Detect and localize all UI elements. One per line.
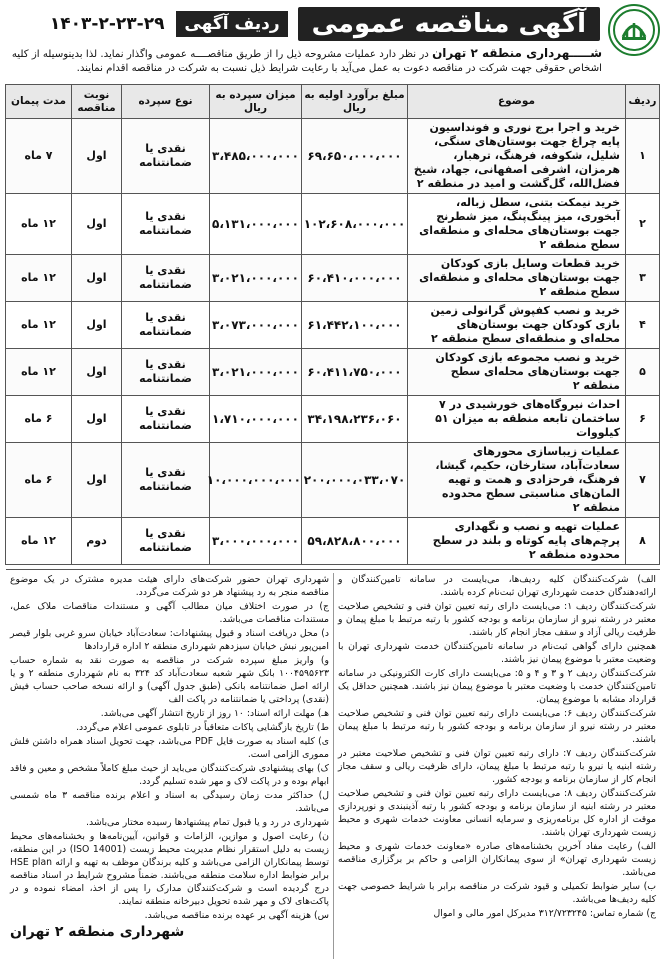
cell-deposit-type: نقدی یا ضمانتنامه	[122, 302, 210, 349]
cell-duration: ۱۲ ماه	[6, 518, 72, 565]
cell-duration: ۱۲ ماه	[6, 255, 72, 302]
cell-round: اول	[72, 302, 122, 349]
conditions-left-column	[6, 573, 333, 959]
cell-subject: عملیات زیباسازی محورهای سعادت‌آباد، ستارخان، حکیم، گیشا، فرهنگ، فرحزادی و همت و تهیه المان‌های مناسبتی سطح محدوده منطقه ۲	[408, 443, 626, 518]
cell-subject: خرید و نصب مجموعه بازی کودکان جهت بوستان‌های محله‌ای سطح منطقه ۲	[408, 349, 626, 396]
row-number-value: ۲۹-۲۳-۲-۱۴۰۳	[49, 14, 165, 34]
cell-row: ۳	[626, 255, 660, 302]
header-row: ردیف	[626, 85, 660, 119]
condition-item: شرکت‌کنندگان ردیف ۸: می‌بایست دارای رتبه تعیین توان فنی و تشخیص صلاحیت معتبر در رشته ابنیه از سازمان برنامه و بودجه کشور با رتبه آذینبندی و نورپردازی موقت از اداره کل برنامه‌ریزی و سرمایه انسانی معاونت خدمات شهری و محیط زیست شهرداری تهران باشند.	[338, 788, 656, 838]
tehran-municipality-logo	[608, 4, 660, 56]
cell-round: اول	[72, 396, 122, 443]
logo-icon	[611, 7, 657, 53]
cell-estimate: ۶۰،۴۱۰،۰۰۰،۰۰۰	[302, 255, 408, 302]
condition-item: ل) حداکثر مدت زمان رسیدگی به اسناد و اعلام برنده مناقصه ۳ ماه شمسی می‌باشد.	[10, 790, 329, 814]
cell-deposit: ۳،۰۲۱،۰۰۰،۰۰۰	[210, 349, 302, 396]
cell-row: ۲	[626, 194, 660, 255]
header-estimate: مبلغ برآورد اولیه به ریال	[302, 85, 408, 119]
cell-estimate: ۲۰۰،۰۰۰،۰۳۳،۰۷۰	[302, 443, 408, 518]
condition-item: شهرداری تهران حضور شرکت‌های دارای هیئت مدیره مشترک در یک موضوع مناقصه منجر به رد پیشنهاد هر دو شرکت می‌گردد.	[10, 574, 329, 598]
table-row	[6, 443, 660, 518]
cell-estimate: ۶۹،۶۵۰،۰۰۰،۰۰۰	[302, 119, 408, 194]
cell-estimate: ۳۴،۱۹۸،۲۳۶،۰۶۰	[302, 396, 408, 443]
table-row	[6, 194, 660, 255]
cell-row: ۱	[626, 119, 660, 194]
condition-item: ط) تاریخ بازگشایی پاکات متعاقباً در تابلوی عمومی اعلام می‌گردد.	[76, 722, 329, 733]
cell-round: اول	[72, 255, 122, 302]
cell-duration: ۱۲ ماه	[6, 194, 72, 255]
cell-duration: ۶ ماه	[6, 443, 72, 518]
cell-deposit-type: نقدی یا ضمانتنامه	[122, 194, 210, 255]
table-row	[6, 518, 660, 565]
cell-deposit: ۳،۰۲۱،۰۰۰،۰۰۰	[210, 255, 302, 302]
cell-subject: خرید و اجرا برج نوری و فونداسیون پایه چراغ جهت بوستان‌های سنگی، شلیل، شکوفه، فرهنگ، ترهبار، هرمزان، اشرفی اصفهانی، جهاد، شیخ فضل‌الله، گل‌گشت و امید در منطقه ۲	[408, 119, 626, 194]
header-subject: موضوع	[408, 85, 626, 119]
cell-estimate: ۶۱،۴۴۲،۱۰۰،۰۰۰	[302, 302, 408, 349]
cell-row: ۸	[626, 518, 660, 565]
header-deposit-type: نوع سپرده	[122, 85, 210, 119]
cell-subject: احداث نیروگاه‌های خورشیدی در ۷ ساختمان تابعه منطقه به میزان ۵۱ کیلووات	[408, 396, 626, 443]
table-header-row	[6, 85, 660, 119]
table-row	[6, 396, 660, 443]
cell-duration: ۷ ماه	[6, 119, 72, 194]
row-number-label: ردیف آگهی	[176, 11, 287, 37]
condition-item: شهرداری در رد و یا قبول تمام پیشنهادها رسیده مختار می‌باشد.	[86, 817, 329, 828]
cell-deposit-type: نقدی یا ضمانتنامه	[122, 255, 210, 302]
cell-deposit-type: نقدی یا ضمانتنامه	[122, 443, 210, 518]
cell-round: دوم	[72, 518, 122, 565]
cell-deposit: ۳،۰۷۳،۰۰۰،۰۰۰	[210, 302, 302, 349]
condition-item: الف) شرکت‌کنندگان کلیه ردیف‌ها، می‌بایست در سامانه تامین‌کنندگان و ارائه‌دهندگان خدمت شهرداری تهران ثبت‌نام کرده باشند.	[338, 574, 656, 598]
cell-estimate: ۶۰،۴۱۱،۷۵۰،۰۰۰	[302, 349, 408, 396]
cell-duration: ۱۲ ماه	[6, 349, 72, 396]
cell-estimate: ۱۰۲،۶۰۸،۰۰۰،۰۰۰	[302, 194, 408, 255]
conditions-right-column	[333, 573, 660, 959]
notice-title: آگهی مناقصه عمومی	[298, 7, 600, 41]
notice-row-number	[44, 14, 288, 34]
cell-subject: خرید قطعات وسایل بازی کودکان جهت بوستان‌های محله‌ای و منطقه‌ای سطح منطقه ۲	[408, 255, 626, 302]
condition-item: و) واریز مبلغ سپرده شرکت در مناقصه به صورت نقد به شماره حساب ۱۰۰۴۵۹۵۶۲۳ بانک شهر شعبه سعادت‌آباد کد ۳۲۴ به نام شهرداری منطقه ۲ و یا ارائه اصل ضمانتنامه بانکی (طبق جدول آگهی) و ارائه نسخه صاحب حساب فیش (نقدی) پرداختی یا ضمانتنامه در پاکت الف	[10, 655, 329, 705]
cell-row: ۷	[626, 443, 660, 518]
intro-paragraph	[6, 46, 602, 80]
cell-subject: خرید و نصب کفپوش گرانولی زمین بازی کودکان جهت بوستان‌های محله‌ای و منطقه‌ای سطح منطقه ۲	[408, 302, 626, 349]
cell-subject: عملیات تهیه و نصب و نگهداری پرچم‌های پایه کوتاه و بلند در سطح محدوده منطقه ۲	[408, 518, 626, 565]
condition-item: الف) رعایت مفاد آخرین بخشنامه‌های صادره «معاونت خدمات شهری و محیط زیست شهرداری تهران» از سوی پیمانکاران الزامی و حاکم بر برگزاری مناقصه می‌باشد.	[338, 841, 656, 878]
intro-text: در نظر دارد عملیات مشروحه ذیل را از طریق مناقصــــه عمومی واگذار نماید. لذا بدینوسیله از کلیه اشخاص حقوقی جهت شرکت در مناقصه دعوت به عمل می‌آید با رعایت شرایط ذیل نسبت به شرکت در مناقصه اقدام نمایند.	[11, 49, 602, 74]
cell-deposit: ۱۰،۰۰۰،۰۰۰،۰۰۰	[210, 443, 302, 518]
header-deposit: میزان سپرده به ریال	[210, 85, 302, 119]
condition-item: هـ) مهلت ارائه اسناد: ۱۰ روز از تاریخ انتشار آگهی می‌باشد.	[100, 708, 329, 719]
tender-table	[5, 84, 660, 565]
condition-item: همچنین دارای گواهی ثبت‌نام در سامانه تامین‌کنندگان خدمت شهرداری تهران با وضعیت معتبر با موضوع پیمان نیز باشند.	[338, 641, 656, 665]
cell-round: اول	[72, 443, 122, 518]
cell-deposit-type: نقدی یا ضمانتنامه	[122, 518, 210, 565]
condition-item: د) محل دریافت اسناد و قبول پیشنهادات: سعادت‌آباد خیابان سرو غربی بلوار قیصر امین‌پور نبش خیابان سیزدهم شهرداری منطقه ۲ اداره قراردادها	[10, 628, 329, 652]
condition-item: شرکت‌کنندگان ردیف ۶: می‌بایست دارای رتبه تعیین توان فنی و تشخیص صلاحیت معتبر در رشته نیرو از سازمان برنامه و بودجه کشور با رتبه مرتبط با مبلغ پیمان باشند.	[338, 708, 656, 745]
table-row	[6, 119, 660, 194]
cell-row: ۶	[626, 396, 660, 443]
header-duration: مدت پیمان	[6, 85, 72, 119]
cell-duration: ۱۲ ماه	[6, 302, 72, 349]
condition-item: ب) سایر ضوابط تکمیلی و قیود شرکت در مناقصه برابر با شرایط خصوصی جهت کلیه ردیف‌ها می‌باشد.	[338, 881, 656, 905]
conditions-section	[6, 569, 660, 959]
cell-round: اول	[72, 119, 122, 194]
table-row	[6, 255, 660, 302]
condition-item: ک) بهای پیشنهادی شرکت‌کنندگان می‌باید از حیث مبلغ کاملاً مشخص و معین و فاقد ابهام بوده و در پاکت لاک و مهر شده تسلیم گردد.	[10, 763, 329, 787]
cell-round: اول	[72, 349, 122, 396]
condition-item: شرکت‌کنندگان ردیف ۷: دارای رتبه تعیین توان فنی و تشخیص صلاحیت معتبر در رشته ابنیه یا نیرو با رتبه مرتبط با مبلغ پیمان، دارای ظرفیت ریالی و سقف مجاز انجام کار از سازمان برنامه و بودجه کشور.	[338, 748, 656, 785]
table-row	[6, 349, 660, 396]
intro-org: شـــــهرداری منطقه ۲ تهران	[432, 46, 602, 60]
condition-item: س) هزینه آگهی بر عهده برنده مناقصه می‌باشد.	[144, 910, 329, 921]
cell-deposit: ۳،۴۸۵،۰۰۰،۰۰۰	[210, 119, 302, 194]
title-bar	[6, 7, 600, 41]
header	[6, 4, 660, 44]
tender-rows	[6, 119, 660, 565]
cell-row: ۴	[626, 302, 660, 349]
cell-round: اول	[72, 194, 122, 255]
cell-deposit-type: نقدی یا ضمانتنامه	[122, 349, 210, 396]
header-round: نوبت مناقصه	[72, 85, 122, 119]
conditions-left-list	[10, 573, 329, 922]
cell-deposit: ۳،۰۰۰،۰۰۰،۰۰۰	[210, 518, 302, 565]
cell-row: ۵	[626, 349, 660, 396]
condition-item: شرکت‌کنندگان ردیف ۲ و ۳ و ۴ و ۵: می‌بایست دارای کارت الکترونیکی در سامانه تامین‌کنندگان خدمت با وضعیت معتبر با موضوع پیمان نیز باشند. همچنین حداقل یک قرارداد مشابه با موضوع پیمان.	[338, 668, 657, 705]
condition-item: شرکت‌کنندگان ردیف ۱: می‌بایست دارای رتبه تعیین توان فنی و تشخیص صلاحیت معتبر در رشته نیرو از سازمان برنامه و بودجه کشور با رتبه مرتبط با مبلغ پیمان و ظرفیت ریالی آزاد و سقف مجاز انجام کار باشند.	[338, 601, 656, 638]
condition-item: ن) رعایت اصول و موازین، الزامات و قوانین، آیین‌نامه‌ها و بخشنامه‌های محیط زیست به دلیل استقرار نظام مدیریت محیط زیست (ISO 14001) در این منطقه، توسط پیمانکاران الزامی می‌باشد و کلیه برندگان موظف به تهیه و ارائه HSE plan برابر ضوابط اداره سلامت منطقه می‌باشند. ضمناً مشروح شرایط در اسناد مناقصه درج گردیده است و شرکت‌کنندگان مدارک را پس از اخذ، امضاء نموده و در پاکت‌های لاک و مهر شده تحویل دبیرخانه منطقه نمایند.	[10, 831, 329, 907]
cell-estimate: ۵۹،۸۲۸،۸۰۰،۰۰۰	[302, 518, 408, 565]
cell-deposit-type: نقدی یا ضمانتنامه	[122, 396, 210, 443]
condition-item: ی) کلیه اسناد به صورت فایل PDF می‌باشد، جهت تحویل اسناد همراه داشتن فلش مموری الزامی است.	[10, 736, 330, 760]
cell-duration: ۶ ماه	[6, 396, 72, 443]
condition-item: ج) شماره تماس: ۳۱۲/۷۲۳۲۴۵ مدیرکل امور مالی و اموال	[433, 908, 656, 919]
cell-subject: خرید نیمکت بتنی، سطل زباله، آبخوری، میز پینگ‌پنگ، میز شطرنج جهت بوستان‌های محله‌ای و منطقه‌ای سطح منطقه ۲	[408, 194, 626, 255]
cell-deposit-type: نقدی یا ضمانتنامه	[122, 119, 210, 194]
cell-deposit: ۵،۱۳۱،۰۰۰،۰۰۰	[210, 194, 302, 255]
footer-signature: شهرداری منطقه ۲ تهران	[10, 924, 185, 940]
cell-deposit: ۱،۷۱۰،۰۰۰،۰۰۰	[210, 396, 302, 443]
condition-item: ج) در صورت اختلاف میان مطالب آگهی و مستندات مناقصات ملاک عمل، مستندات مناقصات می‌باشد.	[10, 601, 329, 625]
table-row	[6, 302, 660, 349]
